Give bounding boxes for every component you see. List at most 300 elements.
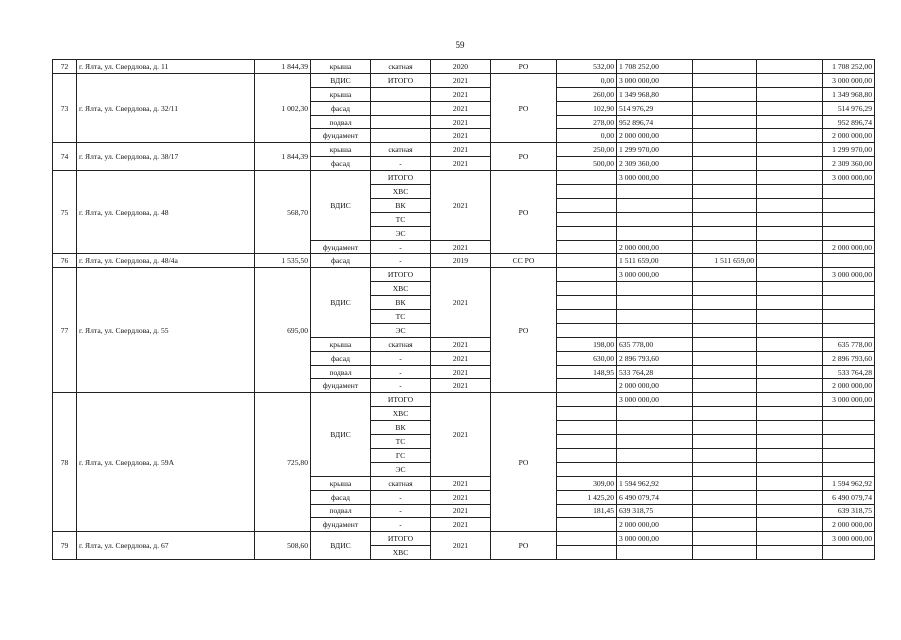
element-cell: крыша [311, 143, 371, 157]
element-cell: фундамент [311, 129, 371, 143]
subtype-cell: - [371, 157, 431, 171]
other-cell [757, 518, 823, 532]
total-cell: 533 764,28 [823, 365, 875, 379]
volume-cell [557, 393, 617, 407]
source-cell: РО [491, 268, 557, 393]
subtype-cell: - [371, 351, 431, 365]
cost-cell: 1 349 968,80 [617, 87, 693, 101]
address-cell: г. Ялта, ул. Свердлова, д. 48/4а [77, 254, 255, 268]
other-cell [757, 157, 823, 171]
cost-cell: 3 000 000,00 [617, 393, 693, 407]
fund-cell [693, 379, 757, 393]
subtype-cell [371, 87, 431, 101]
total-cell [823, 198, 875, 212]
volume-cell [557, 310, 617, 324]
row-number: 78 [53, 393, 77, 532]
year-cell: 2021 [431, 393, 491, 476]
subtype-cell: ВК [371, 421, 431, 435]
volume-cell [557, 421, 617, 435]
subtype-cell: ИТОГО [371, 532, 431, 546]
fund-cell [693, 115, 757, 129]
cost-cell: 1 299 970,00 [617, 143, 693, 157]
total-cell: 639 318,75 [823, 504, 875, 518]
address-cell: г. Ялта, ул. Свердлова, д. 59А [77, 393, 255, 532]
other-cell [757, 212, 823, 226]
cost-cell [617, 212, 693, 226]
subtype-cell: ТС [371, 435, 431, 449]
cost-cell: 2 896 793,60 [617, 351, 693, 365]
subtype-cell: - [371, 379, 431, 393]
address-cell: г. Ялта, ул. Свердлова, д. 38/17 [77, 143, 255, 171]
element-cell: ВДИС [311, 171, 371, 240]
volume-cell: 181,45 [557, 504, 617, 518]
other-cell [757, 351, 823, 365]
other-cell [757, 185, 823, 199]
year-cell: 2021 [431, 504, 491, 518]
row-number: 72 [53, 60, 77, 74]
volume-cell [557, 212, 617, 226]
cost-cell: 2 000 000,00 [617, 518, 693, 532]
volume-cell: 260,00 [557, 87, 617, 101]
volume-cell [557, 407, 617, 421]
row-number: 75 [53, 171, 77, 254]
element-cell: крыша [311, 87, 371, 101]
cost-cell: 533 764,28 [617, 365, 693, 379]
total-cell: 2 000 000,00 [823, 240, 875, 254]
year-cell: 2021 [431, 351, 491, 365]
other-cell [757, 365, 823, 379]
cost-cell [617, 310, 693, 324]
volume-cell [557, 198, 617, 212]
fund-cell [693, 462, 757, 476]
fund-cell [693, 226, 757, 240]
other-cell [757, 87, 823, 101]
address-cell: г. Ялта, ул. Свердлова, д. 55 [77, 268, 255, 393]
volume-cell [557, 268, 617, 282]
row-number: 79 [53, 532, 77, 560]
subtype-cell: - [371, 504, 431, 518]
area-cell: 1 535,50 [255, 254, 311, 268]
source-cell: РО [491, 171, 557, 254]
year-cell: 2021 [431, 476, 491, 490]
total-cell: 952 896,74 [823, 115, 875, 129]
fund-cell [693, 421, 757, 435]
area-cell: 695,00 [255, 268, 311, 393]
fund-cell [693, 337, 757, 351]
other-cell [757, 310, 823, 324]
fund-cell [693, 87, 757, 101]
subtype-cell [371, 129, 431, 143]
volume-cell [557, 379, 617, 393]
source-cell: РО [491, 73, 557, 142]
cost-cell [617, 546, 693, 560]
subtype-cell: - [371, 254, 431, 268]
volume-cell [557, 282, 617, 296]
year-cell: 2021 [431, 240, 491, 254]
volume-cell [557, 296, 617, 310]
area-cell: 725,80 [255, 393, 311, 532]
total-cell [823, 546, 875, 560]
total-cell [823, 282, 875, 296]
other-cell [757, 115, 823, 129]
fund-cell [693, 435, 757, 449]
cost-cell: 3 000 000,00 [617, 268, 693, 282]
subtype-cell: ИТОГО [371, 171, 431, 185]
other-cell [757, 532, 823, 546]
total-cell [823, 448, 875, 462]
repair-schedule-table [52, 59, 875, 560]
year-cell: 2021 [431, 365, 491, 379]
other-cell [757, 171, 823, 185]
volume-cell: 278,00 [557, 115, 617, 129]
total-cell [823, 421, 875, 435]
fund-cell [693, 143, 757, 157]
row-number: 76 [53, 254, 77, 268]
cost-cell [617, 185, 693, 199]
subtype-cell: ЭС [371, 462, 431, 476]
volume-cell: 500,00 [557, 157, 617, 171]
element-cell: фасад [311, 490, 371, 504]
total-cell: 635 778,00 [823, 337, 875, 351]
fund-cell [693, 60, 757, 74]
area-cell: 1 002,30 [255, 73, 311, 142]
element-cell: фасад [311, 101, 371, 115]
table-row [53, 171, 875, 185]
total-cell: 2 000 000,00 [823, 379, 875, 393]
volume-cell [557, 546, 617, 560]
other-cell [757, 476, 823, 490]
total-cell: 2 000 000,00 [823, 129, 875, 143]
element-cell: крыша [311, 60, 371, 74]
other-cell [757, 268, 823, 282]
other-cell [757, 226, 823, 240]
volume-cell: 532,00 [557, 60, 617, 74]
total-cell [823, 435, 875, 449]
subtype-cell: ВК [371, 296, 431, 310]
total-cell [823, 323, 875, 337]
element-cell: ВДИС [311, 393, 371, 476]
other-cell [757, 393, 823, 407]
other-cell [757, 407, 823, 421]
total-cell: 2 309 360,00 [823, 157, 875, 171]
year-cell: 2021 [431, 518, 491, 532]
total-cell: 1 594 962,92 [823, 476, 875, 490]
fund-cell [693, 101, 757, 115]
fund-cell [693, 73, 757, 87]
source-cell: РО [491, 393, 557, 532]
total-cell [823, 462, 875, 476]
fund-cell [693, 212, 757, 226]
cost-cell [617, 462, 693, 476]
subtype-cell: - [371, 240, 431, 254]
other-cell [757, 448, 823, 462]
subtype-cell: скатная [371, 337, 431, 351]
subtype-cell: ХВС [371, 546, 431, 560]
area-cell: 1 844,39 [255, 60, 311, 74]
fund-cell [693, 518, 757, 532]
year-cell: 2021 [431, 101, 491, 115]
fund-cell [693, 407, 757, 421]
volume-cell: 309,00 [557, 476, 617, 490]
cost-cell [617, 407, 693, 421]
volume-cell: 0,00 [557, 73, 617, 87]
element-cell: подвал [311, 365, 371, 379]
element-cell: крыша [311, 337, 371, 351]
source-cell: СС РО [491, 254, 557, 268]
other-cell [757, 240, 823, 254]
cost-cell [617, 421, 693, 435]
subtype-cell: ЭС [371, 323, 431, 337]
volume-cell [557, 435, 617, 449]
volume-cell [557, 240, 617, 254]
year-cell: 2021 [431, 337, 491, 351]
row-number: 74 [53, 143, 77, 171]
cost-cell [617, 296, 693, 310]
cost-cell: 1 511 659,00 [617, 254, 693, 268]
total-cell: 1 299 970,00 [823, 143, 875, 157]
source-cell: РО [491, 532, 557, 560]
total-cell: 1 349 968,80 [823, 87, 875, 101]
element-cell: фундамент [311, 240, 371, 254]
volume-cell [557, 323, 617, 337]
table-row [53, 143, 875, 157]
volume-cell [557, 171, 617, 185]
subtype-cell: скатная [371, 476, 431, 490]
other-cell [757, 101, 823, 115]
element-cell: ВДИС [311, 532, 371, 560]
table-row [53, 532, 875, 546]
cost-cell: 952 896,74 [617, 115, 693, 129]
total-cell: 2 896 793,60 [823, 351, 875, 365]
element-cell: крыша [311, 476, 371, 490]
total-cell [823, 296, 875, 310]
subtype-cell: скатная [371, 60, 431, 74]
page-number: 59 [455, 40, 465, 50]
fund-cell [693, 198, 757, 212]
fund-cell [693, 490, 757, 504]
table-row [53, 254, 875, 268]
cost-cell: 2 000 000,00 [617, 129, 693, 143]
other-cell [757, 129, 823, 143]
fund-cell [693, 282, 757, 296]
cost-cell: 3 000 000,00 [617, 532, 693, 546]
total-cell: 3 000 000,00 [823, 393, 875, 407]
other-cell [757, 254, 823, 268]
total-cell: 6 490 079,74 [823, 490, 875, 504]
cost-cell: 6 490 079,74 [617, 490, 693, 504]
other-cell [757, 323, 823, 337]
volume-cell [557, 448, 617, 462]
table-row [53, 73, 875, 87]
year-cell: 2020 [431, 60, 491, 74]
total-cell [823, 226, 875, 240]
other-cell [757, 546, 823, 560]
volume-cell: 630,00 [557, 351, 617, 365]
volume-cell [557, 518, 617, 532]
element-cell: ВДИС [311, 268, 371, 337]
year-cell: 2021 [431, 143, 491, 157]
cost-cell: 3 000 000,00 [617, 73, 693, 87]
total-cell: 3 000 000,00 [823, 532, 875, 546]
fund-cell [693, 365, 757, 379]
area-cell: 508,60 [255, 532, 311, 560]
subtype-cell: ТС [371, 310, 431, 324]
volume-cell: 1 425,20 [557, 490, 617, 504]
address-cell: г. Ялта, ул. Свердлова, д. 11 [77, 60, 255, 74]
fund-cell [693, 532, 757, 546]
subtype-cell: - [371, 518, 431, 532]
subtype-cell: - [371, 365, 431, 379]
subtype-cell: ХВС [371, 282, 431, 296]
subtype-cell: ТС [371, 212, 431, 226]
volume-cell [557, 185, 617, 199]
other-cell [757, 379, 823, 393]
other-cell [757, 73, 823, 87]
fund-cell [693, 185, 757, 199]
address-cell: г. Ялта, ул. Свердлова, д. 67 [77, 532, 255, 560]
element-cell: фундамент [311, 518, 371, 532]
other-cell [757, 282, 823, 296]
fund-cell [693, 171, 757, 185]
address-cell: г. Ялта, ул. Свердлова, д. 48 [77, 171, 255, 254]
address-cell: г. Ялта, ул. Свердлова, д. 32/11 [77, 73, 255, 142]
element-cell: фасад [311, 351, 371, 365]
subtype-cell: ХВС [371, 407, 431, 421]
element-cell: подвал [311, 504, 371, 518]
fund-cell [693, 546, 757, 560]
cost-cell: 2 309 360,00 [617, 157, 693, 171]
total-cell: 514 976,29 [823, 101, 875, 115]
fund-cell [693, 393, 757, 407]
total-cell [823, 407, 875, 421]
other-cell [757, 143, 823, 157]
volume-cell [557, 226, 617, 240]
other-cell [757, 462, 823, 476]
total-cell: 1 708 252,00 [823, 60, 875, 74]
other-cell [757, 60, 823, 74]
cost-cell [617, 198, 693, 212]
cost-cell: 1 708 252,00 [617, 60, 693, 74]
volume-cell: 148,95 [557, 365, 617, 379]
subtype-cell [371, 101, 431, 115]
fund-cell [693, 310, 757, 324]
cost-cell [617, 226, 693, 240]
row-number: 77 [53, 268, 77, 393]
element-cell: фундамент [311, 379, 371, 393]
year-cell: 2021 [431, 379, 491, 393]
cost-cell: 639 318,75 [617, 504, 693, 518]
total-cell: 2 000 000,00 [823, 518, 875, 532]
fund-cell [693, 296, 757, 310]
total-cell: 3 000 000,00 [823, 268, 875, 282]
other-cell [757, 504, 823, 518]
cost-cell: 514 976,29 [617, 101, 693, 115]
element-cell: фасад [311, 254, 371, 268]
fund-cell [693, 268, 757, 282]
volume-cell: 250,00 [557, 143, 617, 157]
subtype-cell: ИТОГО [371, 393, 431, 407]
volume-cell [557, 532, 617, 546]
volume-cell [557, 254, 617, 268]
total-cell [823, 185, 875, 199]
row-number: 73 [53, 73, 77, 142]
subtype-cell: ИТОГО [371, 268, 431, 282]
area-cell: 1 844,39 [255, 143, 311, 171]
table-row [53, 393, 875, 407]
cost-cell [617, 282, 693, 296]
volume-cell: 198,00 [557, 337, 617, 351]
total-cell [823, 310, 875, 324]
fund-cell [693, 476, 757, 490]
area-cell: 568,70 [255, 171, 311, 254]
other-cell [757, 435, 823, 449]
cost-cell [617, 435, 693, 449]
volume-cell: 0,00 [557, 129, 617, 143]
subtype-cell [371, 115, 431, 129]
year-cell: 2021 [431, 171, 491, 240]
source-cell: РО [491, 143, 557, 171]
total-cell [823, 254, 875, 268]
total-cell [823, 212, 875, 226]
element-cell: ВДИС [311, 73, 371, 87]
year-cell: 2021 [431, 268, 491, 337]
subtype-cell: - [371, 490, 431, 504]
year-cell: 2021 [431, 532, 491, 560]
table-row [53, 268, 875, 282]
table-row [53, 60, 875, 74]
subtype-cell: ВК [371, 198, 431, 212]
subtype-cell: ГС [371, 448, 431, 462]
year-cell: 2021 [431, 157, 491, 171]
cost-cell: 2 000 000,00 [617, 379, 693, 393]
other-cell [757, 337, 823, 351]
cost-cell [617, 448, 693, 462]
other-cell [757, 198, 823, 212]
fund-cell [693, 129, 757, 143]
year-cell: 2021 [431, 129, 491, 143]
volume-cell [557, 462, 617, 476]
source-cell: РО [491, 60, 557, 74]
subtype-cell: скатная [371, 143, 431, 157]
year-cell: 2021 [431, 115, 491, 129]
other-cell [757, 421, 823, 435]
fund-cell [693, 157, 757, 171]
subtype-cell: ИТОГО [371, 73, 431, 87]
cost-cell: 3 000 000,00 [617, 171, 693, 185]
fund-cell: 1 511 659,00 [693, 254, 757, 268]
element-cell: подвал [311, 115, 371, 129]
total-cell: 3 000 000,00 [823, 73, 875, 87]
subtype-cell: ЭС [371, 226, 431, 240]
fund-cell [693, 351, 757, 365]
element-cell: фасад [311, 157, 371, 171]
fund-cell [693, 323, 757, 337]
fund-cell [693, 240, 757, 254]
volume-cell: 102,90 [557, 101, 617, 115]
other-cell [757, 490, 823, 504]
year-cell: 2019 [431, 254, 491, 268]
fund-cell [693, 448, 757, 462]
cost-cell [617, 323, 693, 337]
other-cell [757, 296, 823, 310]
subtype-cell: ХВС [371, 185, 431, 199]
fund-cell [693, 504, 757, 518]
year-cell: 2021 [431, 490, 491, 504]
total-cell: 3 000 000,00 [823, 171, 875, 185]
year-cell: 2021 [431, 73, 491, 87]
cost-cell: 2 000 000,00 [617, 240, 693, 254]
cost-cell: 635 778,00 [617, 337, 693, 351]
